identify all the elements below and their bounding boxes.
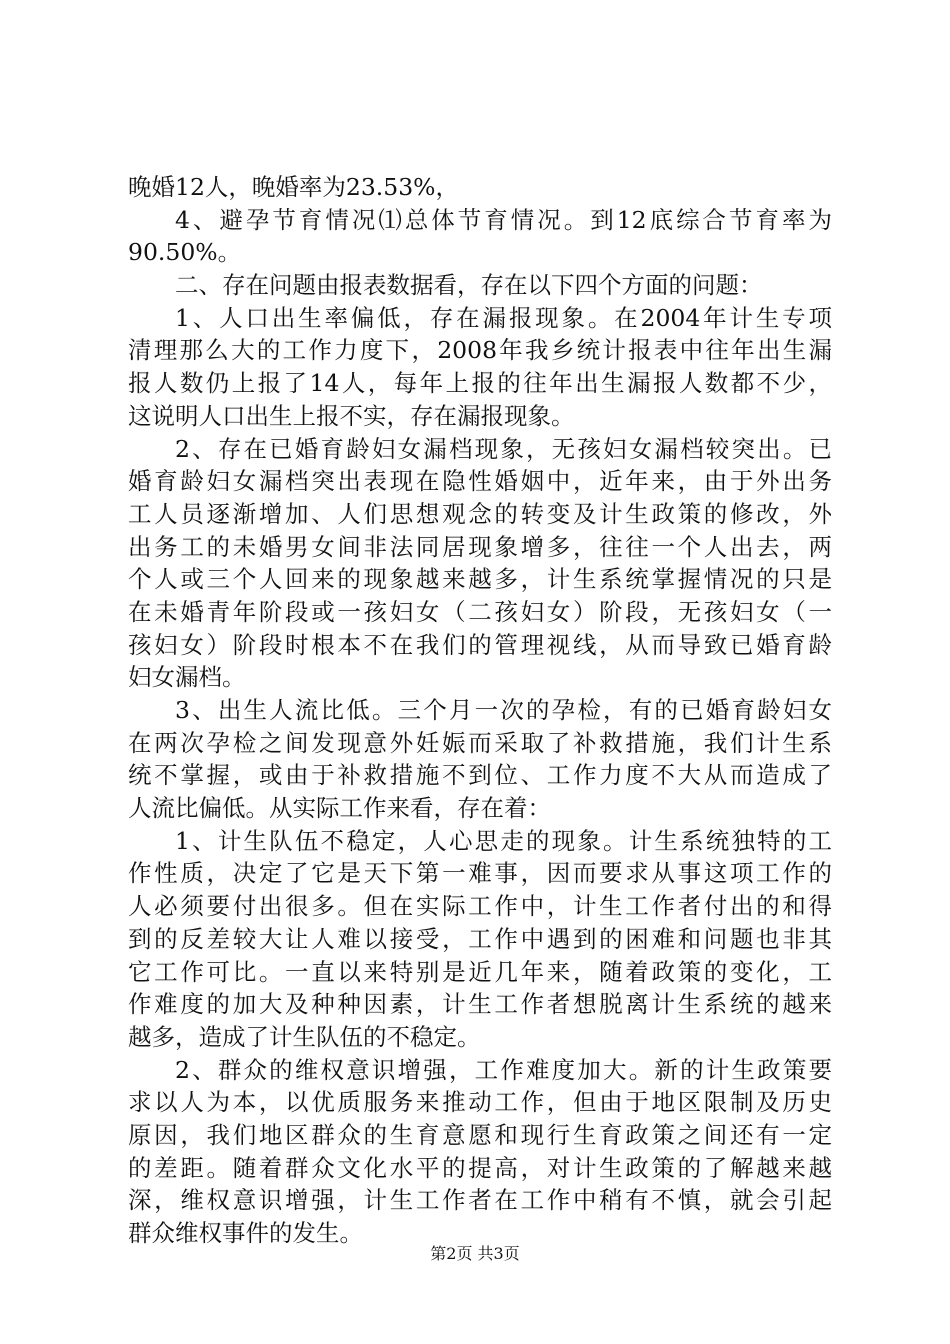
text-line: 在未婚青年阶段或一孩妇女（二孩妇女）阶段，无孩妇女（一 xyxy=(128,597,832,626)
text-line: 工人员逐渐增加、人们思想观念的转变及计生政策的修改，外 xyxy=(128,499,832,528)
text-line: 晚婚12人，晚婚率为23.53%， xyxy=(128,173,460,201)
text-line: 90.50%。 xyxy=(128,238,242,267)
text-line: 2、存在已婚育龄妇女漏档现象，无孩妇女漏档较突出。已 xyxy=(175,434,832,463)
text-line: 统不掌握，或由于补救措施不到位、工作力度不大从而造成了 xyxy=(128,761,832,790)
page-indicator: 第2页 共3页 xyxy=(430,1244,520,1263)
text-line: 个人或三个人回来的现象越来越多，计生系统掌握情况的只是 xyxy=(128,565,832,594)
document-body xyxy=(128,171,832,1250)
text-line: 人必须要付出很多。但在实际工作中，计生工作者付出的和得 xyxy=(128,892,832,921)
text-line: 1、计生队伍不稳定，人心思走的现象。计生系统独特的工 xyxy=(175,826,832,855)
text-line: 到的反差较大让人难以接受，工作中遇到的困难和问题也非其 xyxy=(128,924,832,953)
text-line: 报人数仍上报了14人，每年上报的往年出生漏报人数都不少， xyxy=(128,369,832,398)
text-line: 1、人口出生率偏低，存在漏报现象。在2004年计生专项 xyxy=(175,303,832,332)
text-line: 人流比偏低。从实际工作来看，存在着： xyxy=(128,794,551,823)
text-line: 妇女漏档。 xyxy=(128,663,246,692)
page-footer xyxy=(0,1244,950,1264)
text-line: 原因，我们地区群众的生育意愿和现行生育政策之间还有一定 xyxy=(128,1120,832,1149)
text-line: 2、群众的维权意识增强，工作难度加大。新的计生政策要 xyxy=(175,1055,832,1084)
text-line: 越多，造成了计生队伍的不稳定。 xyxy=(128,1022,481,1051)
section-heading: 二、存在问题由报表数据看，存在以下四个方面的问题： xyxy=(175,271,763,300)
text-line: 群众维权事件的发生。 xyxy=(128,1219,363,1247)
text-line: 深，维权意识增强，计生工作者在工作中稍有不慎，就会引起 xyxy=(128,1186,832,1215)
text-line: 在两次孕检之间发现意外妊娠而采取了补救措施，我们计生系 xyxy=(128,728,832,757)
text-line: 求以人为本，以优质服务来推动工作，但由于地区限制及历史 xyxy=(128,1088,832,1117)
text-line: 婚育龄妇女漏档突出表现在隐性婚姻中，近年来，由于外出务 xyxy=(128,467,832,496)
text-line: 清理那么大的工作力度下，2008年我乡统计报表中往年出生漏 xyxy=(128,336,832,365)
text-line: 它工作可比。一直以来特别是近几年来，随着政策的变化，工 xyxy=(128,957,832,986)
text-line: 的差距。随着群众文化水平的提高，对计生政策的了解越来越 xyxy=(128,1153,832,1182)
text-line: 这说明人口出生上报不实，存在漏报现象。 xyxy=(128,401,575,430)
text-line: 4、避孕节育情况⑴总体节育情况。到12底综合节育率为 xyxy=(175,205,832,234)
text-line: 作性质，决定了它是天下第一难事，因而要求从事这项工作的 xyxy=(128,859,832,888)
text-line: 作难度的加大及种种因素，计生工作者想脱离计生系统的越来 xyxy=(128,990,832,1019)
text-line: 孩妇女）阶段时根本不在我们的管理视线，从而导致已婚育龄 xyxy=(128,630,832,659)
text-line: 出务工的未婚男女间非法同居现象增多，往往一个人出去，两 xyxy=(128,532,832,561)
text-line: 3、出生人流比低。三个月一次的孕检，有的已婚育龄妇女 xyxy=(175,696,832,724)
